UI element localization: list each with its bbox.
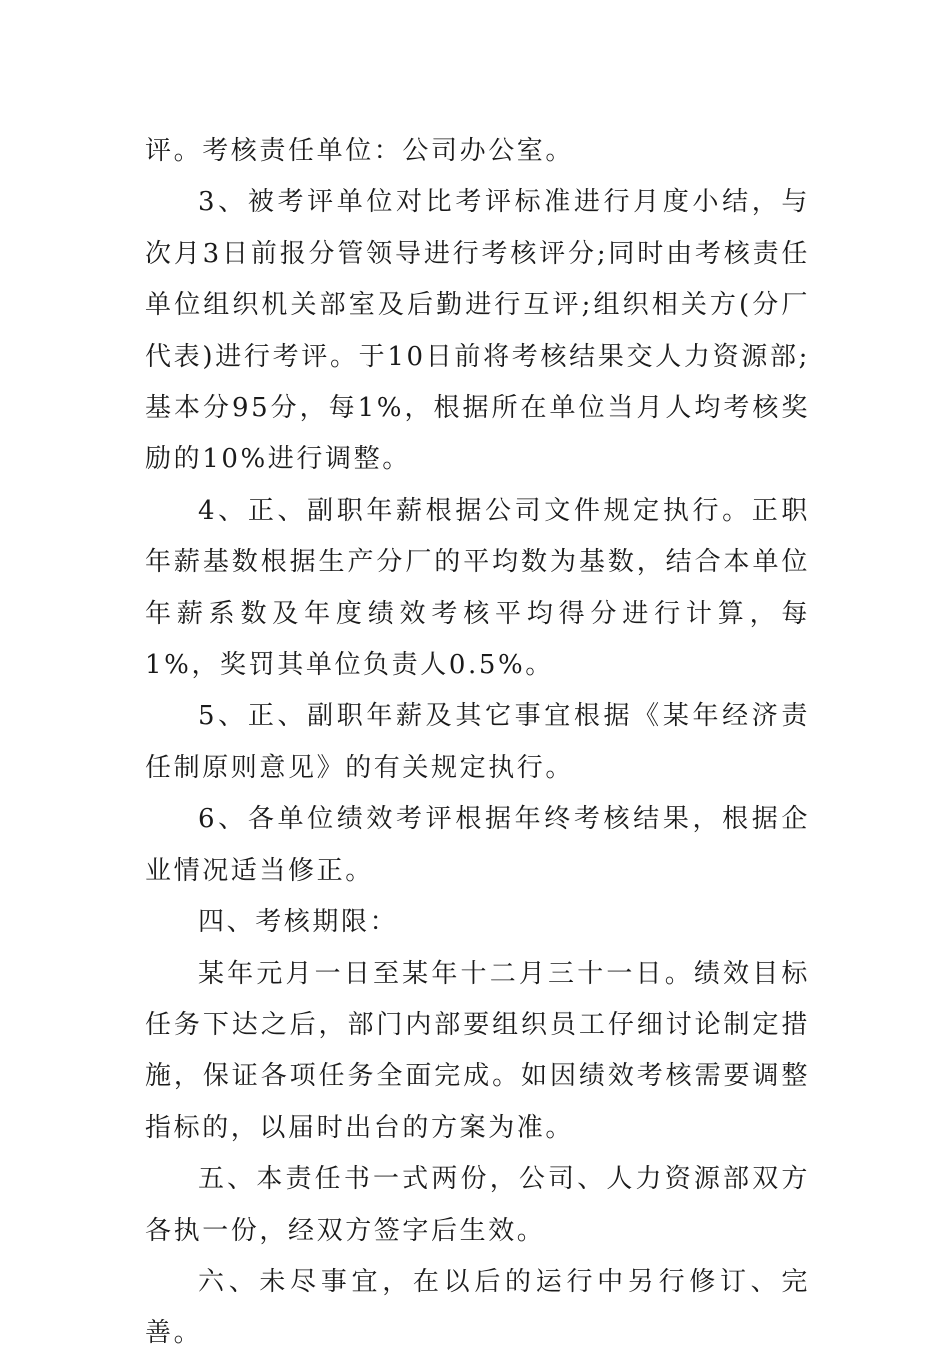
- paragraph-assessment-period: 某年元月一日至某年十二月三十一日。绩效目标任务下达之后，部门内部要组织员工仔细讨论制定措施，保证各项任务全面完成。如因绩效考核需要调整指标的，以届时出台的方案为准。: [145, 958, 810, 1143]
- section-six-other-matters: 六、未尽事宜，在以后的运行中另行修订、完善。: [145, 1266, 810, 1349]
- paragraph-continuation: 评。考核责任单位：公司办公室。: [145, 136, 575, 166]
- paragraph-item-3: 3、被考评单位对比考评标准进行月度小结，与次月3日前报分管领导进行考核评分;同时由考核责任单位组织机关部室及后勤进行互评;组织相关方(分厂代表)进行考评。于10日前将考核结果交人力资源部;基本分95分，每1%，根据所在单位当月人均考核奖励的10%进行调整。: [145, 187, 810, 475]
- document-body: [145, 126, 810, 1360]
- paragraph-item-5: 5、正、副职年薪及其它事宜根据《某年经济责任制原则意见》的有关规定执行。: [145, 701, 810, 783]
- paragraph-item-4: 4、正、副职年薪根据公司文件规定执行。正职年薪基数根据生产分厂的平均数为基数，结合本单位年薪系数及年度绩效考核平均得分进行计算，每1%，奖罚其单位负责人0.5%。: [145, 495, 810, 681]
- paragraph-item-6: 6、各单位绩效考评根据年终考核结果，根据企业情况适当修正。: [145, 804, 810, 886]
- section-heading-assessment-period: 四、考核期限：: [198, 907, 399, 938]
- section-five-copies: 五、本责任书一式两份，公司、人力资源部双方各执一份，经双方签字后生效。: [145, 1164, 810, 1246]
